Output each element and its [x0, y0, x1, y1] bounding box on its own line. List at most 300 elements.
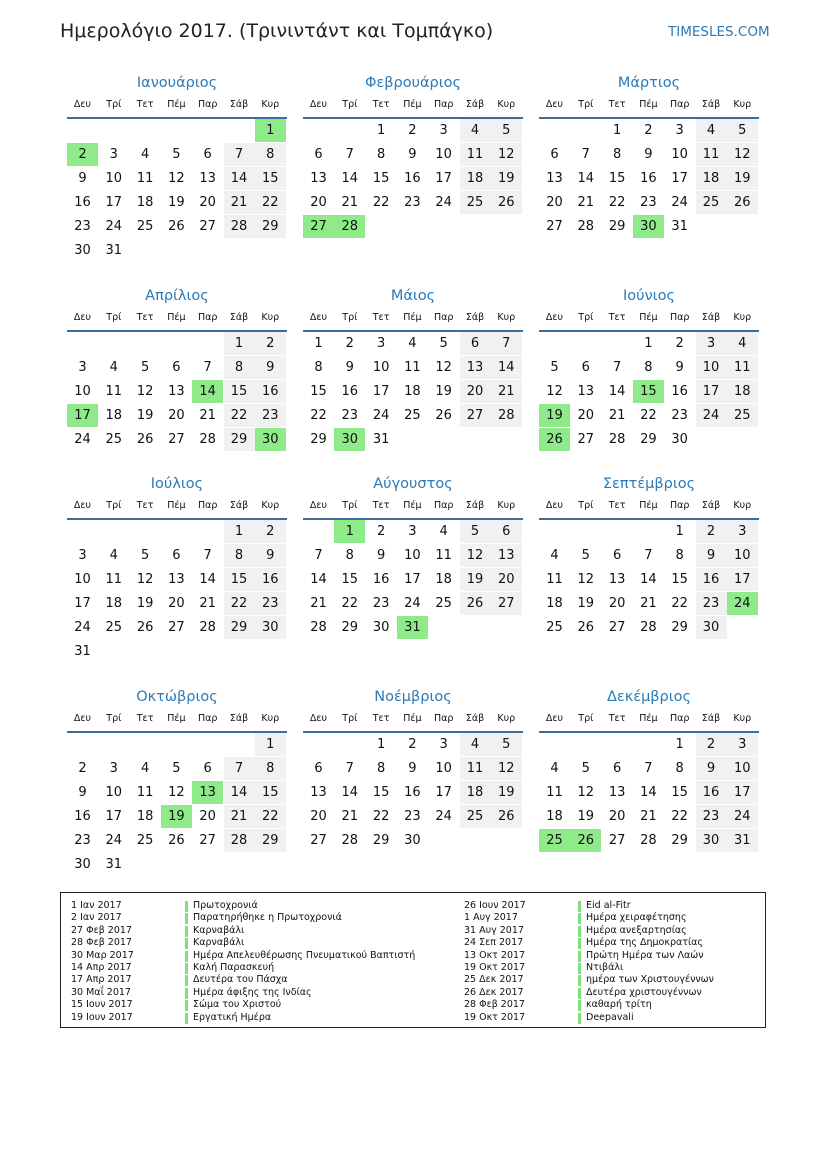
weekday-header: Πέμ [167, 99, 186, 110]
holiday-name: Ημέρα χειραφέτησης [586, 912, 687, 924]
day-cell: 5 [172, 147, 181, 162]
day-cell: 4 [109, 360, 118, 375]
day-cell: 7 [224, 757, 255, 780]
day-cell: 17 [727, 568, 758, 591]
day-cell: 5 [140, 360, 150, 375]
weekday-header: Πέμ [167, 312, 186, 323]
day-cell: 20 [199, 195, 216, 210]
day-cell: 10 [404, 548, 421, 563]
weekday-header: Τρί [342, 713, 358, 724]
day-cell: 24 [372, 408, 390, 423]
weekday-header: Δευ [73, 99, 92, 110]
weekday-header: Σάβ [229, 312, 249, 323]
day-cell: 3 [408, 524, 417, 539]
day-cell: 15 [671, 572, 688, 587]
holiday-day-cell: 28 [334, 215, 365, 238]
month-name: Ιούνιος [623, 288, 675, 304]
day-cell: 4 [727, 332, 758, 355]
day-cell: 20 [168, 408, 185, 423]
day-cell: 20 [199, 809, 216, 824]
day-cell: 9 [696, 544, 727, 567]
holiday-date: 19 Οκτ 2017 [464, 1011, 526, 1023]
day-cell: 2 [255, 332, 286, 355]
day-cell: 16 [696, 781, 727, 804]
day-cell: 22 [255, 191, 286, 214]
site-link[interactable]: TIMESLES.COM [668, 24, 770, 40]
day-cell: 20 [546, 195, 563, 210]
day-cell: 25 [136, 219, 154, 234]
holiday-day-cell: 1 [255, 119, 286, 142]
day-cell: 6 [314, 147, 323, 162]
day-cell: 19 [136, 408, 154, 423]
day-cell: 4 [696, 119, 727, 142]
weekday-header: Δευ [73, 312, 92, 323]
day-cell: 22 [640, 408, 657, 423]
holiday-list [60, 892, 766, 1028]
day-cell: 27 [608, 620, 626, 635]
day-cell: 20 [460, 380, 491, 403]
weekday-header: Σάβ [229, 713, 249, 724]
day-cell: 29 [224, 428, 255, 451]
day-cell: 22 [671, 809, 688, 824]
holiday-marker [185, 988, 188, 999]
holiday-date: 31 Αυγ 2017 [464, 924, 524, 936]
day-cell: 8 [255, 757, 286, 780]
weekday-header: Τετ [136, 500, 154, 511]
day-cell: 24 [404, 596, 421, 611]
day-cell: 17 [105, 195, 123, 210]
day-cell: 27 [168, 620, 185, 635]
day-cell: 7 [644, 548, 653, 563]
day-cell: 16 [671, 384, 688, 399]
day-cell: 9 [675, 360, 684, 375]
holiday-date: 15 Ιουν 2017 [71, 999, 133, 1011]
day-cell: 3 [109, 147, 118, 162]
day-cell: 21 [640, 596, 657, 611]
day-cell: 5 [460, 520, 491, 543]
day-cell: 1 [644, 336, 653, 351]
day-cell: 27 [460, 404, 491, 427]
day-cell: 11 [136, 171, 154, 186]
day-cell: 18 [435, 572, 452, 587]
day-cell: 6 [612, 548, 622, 563]
day-cell: 12 [136, 384, 154, 399]
day-cell: 11 [696, 143, 727, 166]
day-cell: 11 [546, 572, 563, 587]
day-cell: 28 [310, 620, 327, 635]
day-cell: 24 [671, 195, 688, 210]
day-cell: 29 [255, 829, 286, 852]
weekday-header: Πέμ [639, 713, 658, 724]
weekday-header: Παρ [433, 312, 454, 323]
day-cell: 2 [78, 761, 87, 776]
day-cell: 30 [74, 857, 91, 872]
weekday-header: Σάβ [465, 312, 485, 323]
day-cell: 21 [577, 195, 595, 210]
day-cell: 14 [341, 785, 359, 800]
weekday-header: Παρ [197, 713, 218, 724]
day-cell: 1 [224, 332, 255, 355]
weekday-header: Παρ [433, 713, 454, 724]
day-cell: 3 [78, 360, 87, 375]
day-cell: 25 [727, 404, 758, 427]
day-cell: 13 [310, 785, 327, 800]
day-cell: 7 [612, 360, 622, 375]
day-cell: 14 [310, 572, 327, 587]
day-cell: 5 [491, 119, 522, 142]
day-cell: 12 [460, 544, 491, 567]
day-cell: 21 [640, 809, 657, 824]
day-cell: 17 [404, 572, 421, 587]
day-cell: 9 [696, 757, 727, 780]
day-cell: 2 [345, 336, 354, 351]
day-cell: 8 [675, 761, 684, 776]
holiday-marker [185, 951, 188, 962]
day-cell: 6 [172, 360, 181, 375]
day-cell: 3 [696, 332, 727, 355]
day-cell: 19 [577, 596, 595, 611]
day-cell: 27 [199, 833, 216, 848]
day-cell: 28 [341, 833, 359, 848]
weekday-header: Πέμ [403, 99, 422, 110]
day-cell: 19 [168, 195, 185, 210]
day-cell: 10 [372, 360, 390, 375]
day-cell: 2 [696, 520, 727, 543]
day-cell: 19 [435, 384, 452, 399]
day-cell: 3 [439, 737, 448, 752]
holiday-date: 30 Μαΐ 2017 [71, 986, 131, 998]
day-cell: 7 [644, 761, 653, 776]
holiday-name: Ημέρα της Δημοκρατίας [586, 937, 704, 949]
weekday-header: Παρ [669, 312, 690, 323]
day-cell: 9 [255, 544, 286, 567]
month-name: Μάιος [390, 288, 436, 304]
day-cell: 21 [199, 408, 216, 423]
day-cell: 16 [74, 809, 91, 824]
month-name: Σεπτέμβριος [602, 476, 696, 492]
day-cell: 14 [491, 356, 522, 379]
holiday-date: 17 Απρ 2017 [71, 974, 132, 986]
day-cell: 3 [109, 761, 118, 776]
holiday-name: Δευτέρα χριστουγέννων [586, 986, 702, 998]
weekday-header: Παρ [669, 500, 690, 511]
day-cell: 11 [727, 356, 758, 379]
day-cell: 16 [404, 785, 421, 800]
day-cell: 14 [608, 384, 626, 399]
weekday-header: Παρ [433, 500, 454, 511]
day-cell: 22 [224, 592, 255, 615]
day-cell: 14 [640, 572, 657, 587]
day-cell: 20 [310, 195, 327, 210]
weekday-header: Παρ [197, 312, 218, 323]
day-cell: 24 [696, 404, 727, 427]
holiday-name: Εργατική Ημέρα [193, 1011, 272, 1023]
month-name: Ιανουάριος [136, 75, 218, 91]
day-cell: 8 [255, 143, 286, 166]
day-cell: 25 [546, 620, 563, 635]
day-cell: 21 [491, 380, 522, 403]
day-cell: 19 [460, 568, 491, 591]
day-cell: 27 [608, 833, 626, 848]
day-cell: 13 [608, 572, 626, 587]
weekday-header: Παρ [197, 99, 218, 110]
day-cell: 31 [372, 432, 390, 447]
weekday-header: Τρί [578, 312, 594, 323]
holiday-date: 25 Δεκ 2017 [464, 974, 524, 986]
day-cell: 7 [203, 548, 212, 563]
day-cell: 12 [577, 572, 595, 587]
day-cell: 10 [105, 785, 123, 800]
day-cell: 17 [435, 785, 452, 800]
day-cell: 5 [172, 761, 181, 776]
day-cell: 25 [460, 805, 491, 828]
holiday-marker [185, 1013, 188, 1024]
day-cell: 18 [105, 408, 123, 423]
holiday-day-cell: 27 [303, 215, 334, 238]
weekday-header: Κυρ [733, 713, 752, 724]
weekday-header: Τρί [342, 312, 358, 323]
day-cell: 29 [255, 215, 286, 238]
day-cell: 19 [491, 781, 522, 804]
holiday-date: 13 Οκτ 2017 [464, 949, 526, 961]
day-cell: 15 [255, 781, 286, 804]
weekday-header: Τρί [578, 99, 594, 110]
day-cell: 16 [640, 171, 657, 186]
day-cell: 29 [310, 432, 327, 447]
weekday-header: Σάβ [701, 713, 721, 724]
day-cell: 18 [460, 167, 491, 190]
day-cell: 18 [546, 596, 563, 611]
holiday-day-cell: 31 [397, 616, 428, 639]
holiday-name: Ημέρα άφιξης της Ινδίας [193, 986, 312, 998]
weekday-header: Δευ [309, 312, 328, 323]
day-cell: 15 [372, 785, 390, 800]
day-cell: 2 [376, 524, 386, 539]
holiday-date: 28 Φεβ 2017 [71, 937, 132, 949]
day-cell: 26 [727, 191, 758, 214]
day-cell: 21 [199, 596, 216, 611]
holiday-name: Σώμα του Χριστού [193, 999, 282, 1011]
day-cell: 27 [546, 219, 563, 234]
holiday-marker [578, 926, 581, 937]
holiday-day-cell: 24 [727, 592, 758, 615]
holiday-name: Ντιβάλι [586, 961, 624, 973]
weekday-header: Δευ [73, 500, 92, 511]
day-cell: 28 [199, 432, 216, 447]
day-cell: 7 [581, 147, 590, 162]
holiday-name: Πρώτη Ημέρα των Λαών [586, 949, 704, 961]
day-cell: 23 [640, 195, 657, 210]
holiday-name: Παρατηρήθηκε η Πρωτοχρονιά [193, 912, 342, 924]
day-cell: 10 [74, 384, 91, 399]
day-cell: 31 [671, 219, 688, 234]
weekday-header: Τετ [608, 99, 626, 110]
weekday-header: Δευ [309, 713, 328, 724]
holiday-marker [578, 988, 581, 999]
day-cell: 23 [404, 809, 421, 824]
day-cell: 18 [727, 380, 758, 403]
weekday-header: Κυρ [497, 312, 516, 323]
day-cell: 23 [671, 408, 688, 423]
day-cell: 26 [460, 592, 491, 615]
month-name: Οκτώβριος [136, 689, 218, 705]
day-cell: 13 [199, 171, 216, 186]
holiday-name: Eid al-Fitr [586, 900, 631, 911]
weekday-header: Σάβ [701, 500, 721, 511]
weekday-header: Πέμ [167, 500, 186, 511]
day-cell: 17 [74, 596, 91, 611]
day-cell: 26 [577, 620, 595, 635]
day-cell: 22 [372, 809, 390, 824]
day-cell: 6 [581, 360, 590, 375]
weekday-header: Δευ [309, 99, 328, 110]
holiday-name: Deepavali [586, 1011, 634, 1023]
holiday-date: 2 Ιαν 2017 [71, 912, 122, 924]
holiday-marker [578, 951, 581, 962]
holiday-name: Ημέρα ανεξαρτησίας [586, 924, 687, 936]
day-cell: 30 [255, 616, 286, 639]
day-cell: 23 [255, 592, 286, 615]
holiday-marker [185, 1000, 188, 1011]
day-cell: 26 [136, 620, 154, 635]
day-cell: 16 [696, 568, 727, 591]
weekday-header: Τετ [372, 99, 390, 110]
day-cell: 25 [435, 596, 452, 611]
day-cell: 27 [310, 833, 327, 848]
day-cell: 9 [345, 360, 354, 375]
day-cell: 11 [105, 384, 123, 399]
day-cell: 23 [74, 833, 91, 848]
holiday-day-cell: 19 [161, 805, 192, 828]
holiday-day-cell: 26 [539, 428, 570, 451]
day-cell: 2 [675, 336, 684, 351]
day-cell: 4 [140, 761, 150, 776]
day-cell: 24 [105, 219, 123, 234]
day-cell: 5 [727, 119, 758, 142]
day-cell: 6 [491, 520, 522, 543]
weekday-header: Σάβ [465, 99, 485, 110]
day-cell: 8 [376, 147, 386, 162]
day-cell: 13 [546, 171, 563, 186]
weekday-header: Πέμ [167, 713, 186, 724]
day-cell: 2 [644, 123, 653, 138]
day-cell: 23 [696, 805, 727, 828]
month-name: Δεκέμβριος [606, 689, 692, 705]
weekday-header: Πέμ [403, 312, 422, 323]
weekday-header: Τρί [106, 99, 122, 110]
day-cell: 28 [640, 833, 657, 848]
day-cell: 18 [404, 384, 421, 399]
day-cell: 11 [435, 548, 452, 563]
holiday-day-cell: 13 [192, 781, 223, 804]
day-cell: 4 [550, 761, 559, 776]
day-cell: 20 [577, 408, 595, 423]
day-cell: 30 [372, 620, 390, 635]
day-cell: 26 [168, 219, 185, 234]
day-cell: 26 [136, 432, 154, 447]
day-cell: 14 [224, 167, 255, 190]
day-cell: 22 [341, 596, 359, 611]
weekday-header: Πέμ [639, 99, 658, 110]
weekday-header: Παρ [197, 500, 218, 511]
weekday-header: Κυρ [261, 312, 280, 323]
day-cell: 18 [696, 167, 727, 190]
holiday-name: Καρναβάλι [193, 937, 245, 949]
day-cell: 28 [640, 620, 657, 635]
day-cell: 31 [105, 857, 123, 872]
day-cell: 24 [74, 620, 91, 635]
weekday-header: Τετ [608, 500, 626, 511]
day-cell: 22 [255, 805, 286, 828]
day-cell: 30 [404, 833, 421, 848]
weekday-header: Σάβ [229, 99, 249, 110]
day-cell: 8 [376, 761, 386, 776]
weekday-header: Τετ [608, 312, 626, 323]
day-cell: 9 [644, 147, 653, 162]
day-cell: 28 [199, 620, 216, 635]
month-name: Ιούλιος [150, 476, 204, 492]
day-cell: 23 [404, 195, 421, 210]
day-cell: 14 [577, 171, 595, 186]
day-cell: 19 [727, 167, 758, 190]
day-cell: 2 [696, 733, 727, 756]
day-cell: 17 [435, 171, 452, 186]
holiday-marker [185, 938, 188, 949]
day-cell: 15 [341, 572, 359, 587]
day-cell: 25 [105, 620, 123, 635]
day-cell: 16 [372, 572, 390, 587]
day-cell: 19 [136, 596, 154, 611]
day-cell: 15 [255, 167, 286, 190]
holiday-name: Ημέρα Απελευθέρωσης Πνευματικού Βαπτιστή [193, 949, 416, 961]
weekday-header: Πέμ [639, 312, 658, 323]
day-cell: 16 [74, 195, 91, 210]
day-cell: 27 [199, 219, 216, 234]
day-cell: 18 [460, 781, 491, 804]
holiday-name: καθαρή τρίτη [586, 999, 652, 1011]
day-cell: 24 [727, 805, 758, 828]
day-cell: 3 [376, 336, 386, 351]
day-cell: 28 [491, 404, 522, 427]
day-cell: 17 [696, 380, 727, 403]
day-cell: 11 [460, 757, 491, 780]
day-cell: 27 [168, 432, 185, 447]
day-cell: 28 [224, 215, 255, 238]
day-cell: 31 [727, 829, 758, 852]
day-cell: 6 [203, 761, 212, 776]
day-cell: 20 [491, 568, 522, 591]
day-cell: 14 [341, 171, 359, 186]
day-cell: 13 [168, 572, 185, 587]
day-cell: 24 [435, 195, 452, 210]
day-cell: 10 [727, 757, 758, 780]
day-cell: 4 [408, 336, 417, 351]
day-cell: 8 [644, 360, 653, 375]
weekday-header: Σάβ [701, 312, 721, 323]
day-cell: 7 [224, 143, 255, 166]
day-cell: 22 [224, 404, 255, 427]
day-cell: 21 [224, 191, 255, 214]
holiday-date: 28 Φεβ 2017 [464, 999, 525, 1011]
holiday-marker [578, 975, 581, 986]
day-cell: 14 [224, 781, 255, 804]
day-cell: 12 [727, 143, 758, 166]
holiday-day-cell: 30 [255, 428, 286, 451]
day-cell: 10 [435, 147, 452, 162]
day-cell: 13 [608, 785, 626, 800]
weekday-header: Κυρ [733, 500, 752, 511]
day-cell: 7 [314, 548, 323, 563]
